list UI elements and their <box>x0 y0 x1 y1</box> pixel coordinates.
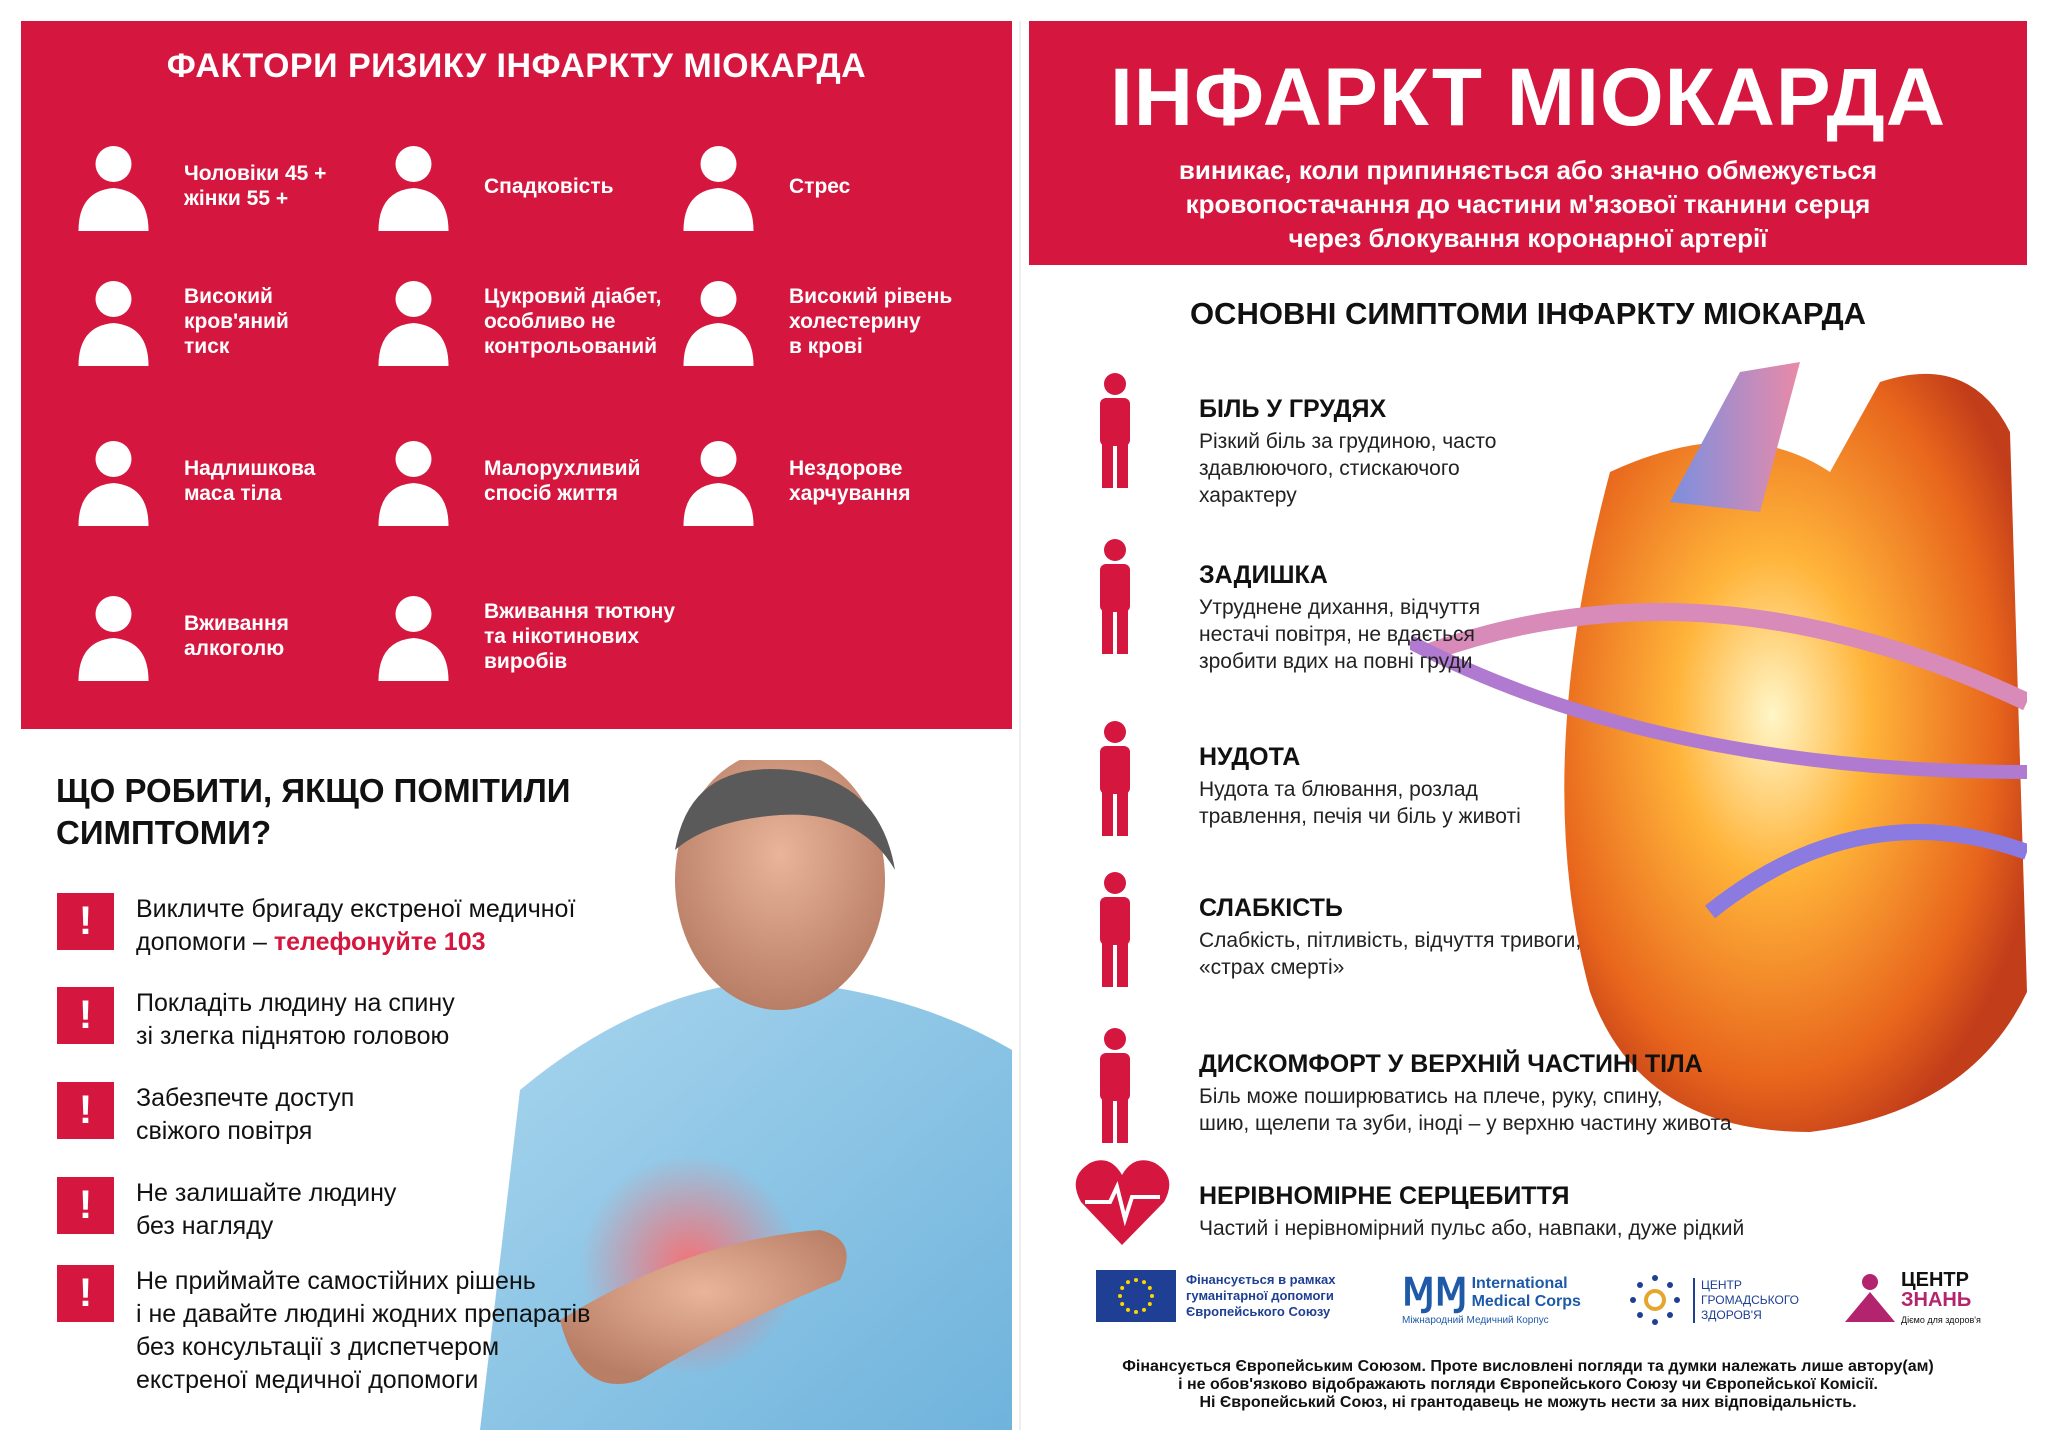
chest-pain-figure-icon <box>1085 370 1145 490</box>
risk-factor-label: Високий рівень холестерину в крові <box>789 284 953 358</box>
exclamation-icon: ! <box>57 893 114 950</box>
cz-logo-text-1: ЦЕНТР <box>1901 1269 1969 1291</box>
symptom-desc: Слабкість, пітливість, відчуття тривоги, «страх смерті» <box>1199 929 1582 979</box>
people-icon <box>61 136 166 236</box>
shortness-of-breath-figure-icon <box>1085 536 1145 656</box>
risk-factor-label: Високий кров'яний тиск <box>184 284 289 358</box>
heart-rhythm-icon <box>1075 1157 1170 1277</box>
action-text: Викличте бригаду екстреної медичної допомоги – телефонуйте 103 <box>136 895 576 956</box>
exclamation-icon: ! <box>57 1177 114 1234</box>
risk-factor <box>666 136 850 236</box>
weakness-figure-icon <box>1085 869 1145 989</box>
risk-factor-label: Вживання тютюну та нікотинових виробів <box>484 599 676 673</box>
risk-factor <box>61 586 289 686</box>
risk-factor <box>361 136 614 236</box>
symptom-item <box>1199 1182 1744 1242</box>
cgz-logo-text: ЦЕНТР ГРОМАДСЬКОГО ЗДОРОВ'Я <box>1693 1278 1799 1323</box>
wine-glasses-icon <box>61 586 166 686</box>
scale-icon <box>61 431 166 531</box>
finger-blood-drop-icon <box>361 271 466 371</box>
action-text: Забезпечте доступ свіжого повітря <box>136 1084 355 1145</box>
action-text: Покладіть людину на спину зі злегка піднятою головою <box>136 989 455 1050</box>
cgz-dots-icon <box>1625 1270 1685 1330</box>
cholesterol-drop-icon <box>666 271 771 371</box>
risk-factor <box>361 271 662 371</box>
cgz-logo <box>1625 1270 1799 1330</box>
symptom-item <box>1199 743 1521 830</box>
main-subtitle: виникає, коли припиняється або значно обмежується кровопостачання до частини м'язової тканини серця через блокування коронарної артерії <box>1178 155 1878 253</box>
symptom-desc: Біль може поширюватись на плече, руку, спину, шию, щелепи та зуби, іноді – у верхню частину живота <box>1199 1085 1732 1135</box>
risk-factor-label: Спадковість <box>484 174 614 198</box>
symptom-title: СЛАБКІСТЬ <box>1199 894 1343 922</box>
smoking-head-icon <box>361 586 466 686</box>
symptom-desc: Різкий біль за грудиною, часто здавлюючого, стискаючого характеру <box>1199 430 1497 507</box>
eu-logo-text: Фінансується в рамках гуманітарної допомоги Європейського Союзу <box>1186 1272 1336 1319</box>
risk-factor-label: Вживання алкоголю <box>184 612 289 660</box>
risk-factor <box>61 271 289 371</box>
symptom-title: ДИСКОМФОРТ У ВЕРХНІЙ ЧАСТИНІ ТІЛА <box>1199 1050 1703 1078</box>
upper-body-pain-figure-icon <box>1085 1025 1145 1145</box>
action-item <box>57 1082 354 1148</box>
exclamation-icon: ! <box>57 1082 114 1139</box>
dna-family-icon <box>361 136 466 236</box>
symptom-item <box>1199 561 1480 675</box>
risk-factor-label: Стрес <box>789 174 851 198</box>
risk-factor <box>61 431 315 531</box>
cz-emblem-icon <box>1845 1272 1895 1328</box>
symptoms-title: ОСНОВНІ СИМПТОМИ ІНФАРКТУ МІОКАРДА <box>1189 296 1867 331</box>
risk-factor <box>666 271 952 371</box>
imc-logo <box>1402 1270 1581 1326</box>
risk-factor <box>361 586 675 686</box>
symptom-item <box>1199 395 1496 509</box>
symptom-desc: Частий і нерівномірний пульс або, навпаки, дуже рідкий <box>1199 1217 1745 1240</box>
sofa-person-icon <box>361 431 466 531</box>
risk-factors-panel <box>21 21 1012 729</box>
eu-flag-icon <box>1096 1270 1176 1322</box>
symptom-title: НЕРІВНОМІРНЕ СЕРЦЕБИТТЯ <box>1199 1182 1570 1210</box>
action-item <box>57 1265 590 1397</box>
action-text: Не залишайте людину без нагляду <box>136 1179 397 1240</box>
risk-factor <box>61 136 326 236</box>
stress-icon <box>666 136 771 236</box>
nausea-figure-icon <box>1085 718 1145 838</box>
exclamation-icon: ! <box>57 987 114 1044</box>
risk-factor <box>361 431 640 531</box>
symptom-title: БІЛЬ У ГРУДЯХ <box>1199 395 1387 423</box>
header-panel <box>1029 21 2027 265</box>
cz-logo <box>1845 1270 1981 1330</box>
action-item <box>57 987 455 1053</box>
symptom-title: НУДОТА <box>1199 743 1301 771</box>
main-title: ІНФАРКТ МІОКАРДА <box>1109 52 1947 143</box>
exclamation-icon: ! <box>57 1265 114 1322</box>
risk-factors-title: ФАКТОРИ РИЗИКУ ІНФАРКТУ МІОКАРДА <box>166 47 867 85</box>
page-fold <box>1019 21 1021 1430</box>
risk-factor-label: Чоловіки 45 + жінки 55 + <box>184 162 327 210</box>
eu-logo <box>1096 1270 1335 1322</box>
symptom-title: ЗАДИШКА <box>1199 561 1328 589</box>
risk-factor-label: Малорухливий спосіб життя <box>484 457 641 505</box>
symptom-item <box>1199 894 1581 981</box>
imc-logo-text: International Medical Corps <box>1471 1274 1581 1310</box>
action-item <box>57 893 575 959</box>
risk-factor-label: Нездорове харчування <box>789 457 911 505</box>
imc-emblem-icon: ⱮⱮ <box>1402 1272 1468 1314</box>
symptom-desc: Утруднене дихання, відчуття нестачі повітря, не вдається зробити вдих на повні груди <box>1199 596 1481 673</box>
actions-title: ЩО РОБИТИ, ЯКЩО ПОМІТИЛИ СИМПТОМИ? <box>56 772 571 851</box>
disclaimer: Фінансується Європейським Союзом. Проте висловлені погляди та думки належать лише автору(ам) і не обов'язково відображають погляди Європейського Союзу чи Європейської Комісії. Ні Європейський Союз, ні грантодавець не можуть нести за них відповідальність. <box>1122 1358 1934 1411</box>
blood-pressure-icon <box>61 271 166 371</box>
cz-logo-sub: Діємо для здоров'я <box>1901 1315 1981 1325</box>
fast-food-icon <box>666 431 771 531</box>
risk-factor <box>666 431 910 531</box>
imc-logo-sub: Міжнародний Медичний Корпус <box>1402 1315 1549 1326</box>
cz-logo-text-2: ЗНАНЬ <box>1901 1289 1972 1311</box>
risk-factor-label: Надлишкова маса тіла <box>184 457 316 505</box>
symptom-item <box>1199 1050 1732 1137</box>
action-item <box>57 1177 396 1243</box>
phone-highlight: телефонуйте 103 <box>273 928 486 956</box>
risk-factor-label: Цукровий діабет, особливо не контрольований <box>484 284 662 358</box>
symptom-desc: Нудота та блювання, розлад травлення, печія чи біль у животі <box>1199 778 1521 828</box>
action-text: Не приймайте самостійних рішень і не давайте людині жодних препаратів без консультації з диспетчером екстреної медичної допомоги <box>136 1267 591 1394</box>
